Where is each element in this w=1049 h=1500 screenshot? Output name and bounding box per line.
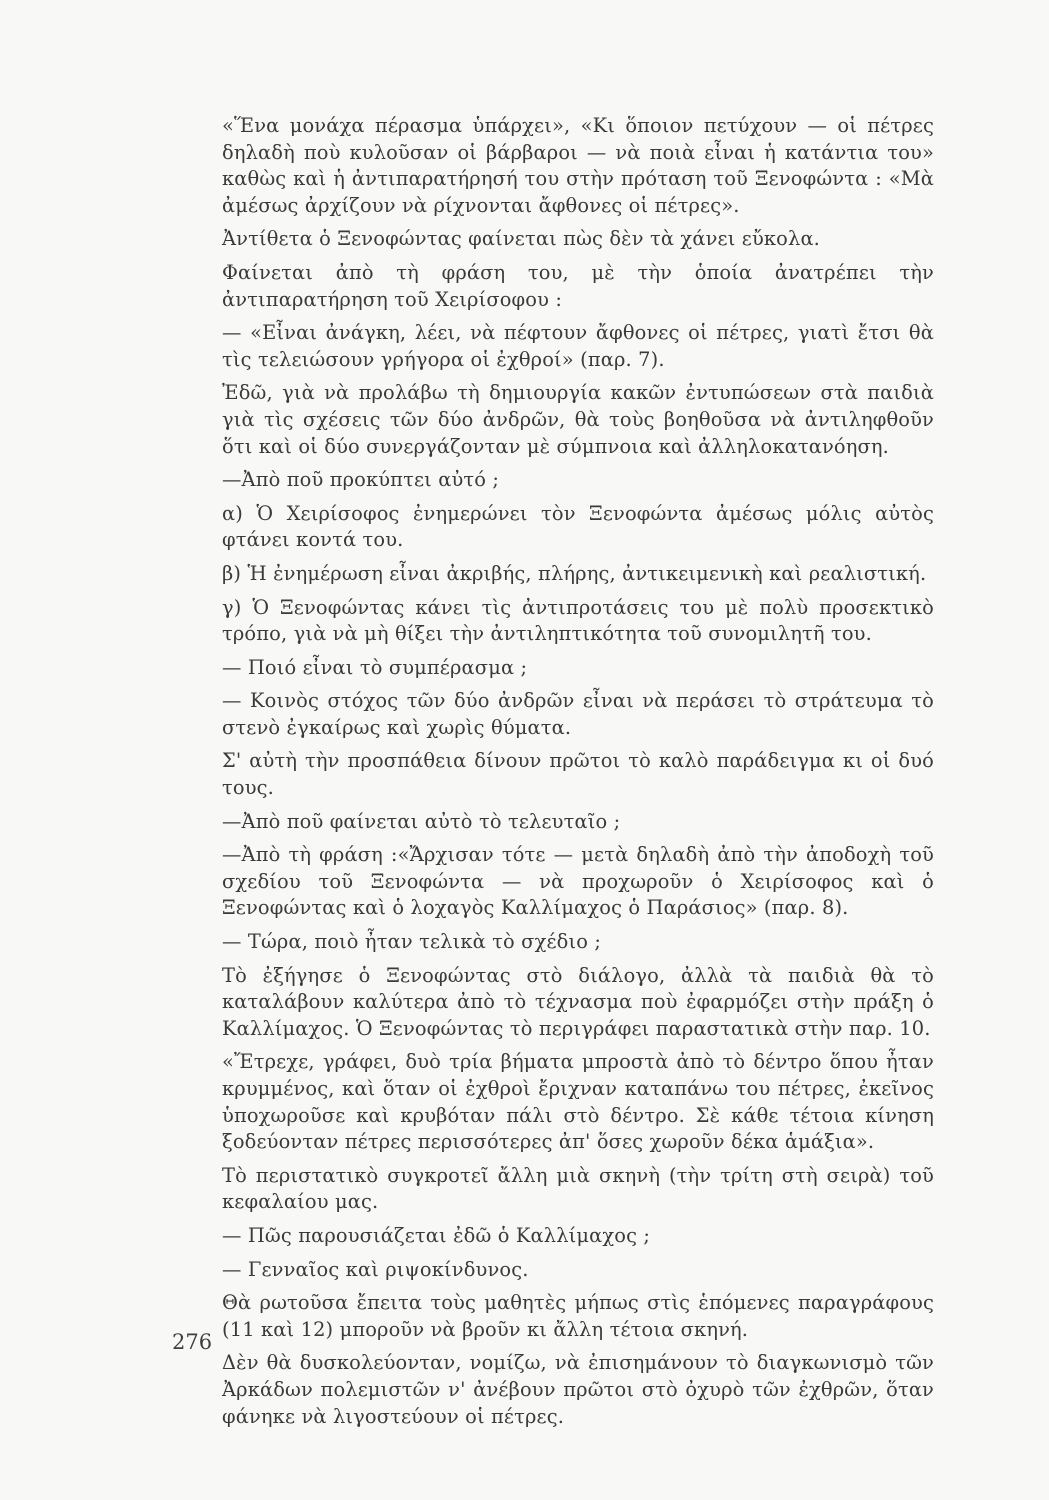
paragraph: — «Εἶναι ἀνάγκη, λέει, νὰ πέφτουν ἄφθονες οἱ πέτρες, γιατὶ ἔτσι θὰ τὶς τελειώσουν γρήγορα οἱ ἐχθροί» (παρ. 7). — [222, 321, 934, 371]
paragraph: Ἀντίθετα ὁ Ξενοφώντας φαίνεται πὼς δὲν τὰ χάνει εὔκολα. — [222, 227, 820, 251]
paragraph: — Γενναῖος καὶ ριψοκίνδυνος. — [222, 1257, 529, 1281]
paragraph: Φαίνεται ἀπὸ τὴ φράση του, μὲ τὴν ὁποία ἀνατρέπει τὴν ἀντιπαρατήρηση τοῦ Χειρίσοφου : — [222, 260, 934, 311]
paragraph: «Ἕνα μονάχα πέρασμα ὑπάρχει», «Κι ὅποιον πετύχουν — οἱ πέτρες δηλαδὴ ποὺ κυλοῦσαν οἱ βάρβαροι — νὰ ποιὰ εἶναι ἡ κατάντια του» καθὼς καὶ ἡ ἀντιπαρατήρησή του στὴν πρόταση τοῦ Ξενοφώντα : «Μὰ ἀμέσως ἀρχίζουν νὰ ρίχνονται ἄφθονες οἱ πέτρες». — [222, 114, 934, 217]
paragraph: Θὰ ρωτοῦσα ἔπειτα τοὺς μαθητὲς μήπως στὶς ἑπόμενες παραγράφους (11 καὶ 12) μποροῦν νὰ βροῦν κι ἄλλη τέτοια σκηνή. — [222, 1291, 934, 1341]
paragraph: Τὸ ἐξήγησε ὁ Ξενοφώντας στὸ διάλογο, ἀλλὰ τὰ παιδιὰ θὰ τὸ καταλάβουν καλύτερα ἀπὸ τὸ τέχνασμα ποὺ ἐφαρμόζει στὴν πράξη ὁ Καλλίμαχος. Ὁ Ξενοφώντας τὸ περιγράφει παραστατικὰ στὴν παρ. 10. — [222, 963, 934, 1040]
paragraph: — Ποιό εἶναι τὸ συμπέρασμα ; — [222, 655, 528, 679]
paragraph: «Ἔτρεχε, γράφει, δυὸ τρία βήματα μπροστὰ ἀπὸ τὸ δέντρο ὅπου ἦταν κρυμμένος, καὶ ὅταν οἱ ἐχθροὶ ἔριχναν καταπάνω του πέτρες, ἐκεῖνος ὑποχωροῦσε καὶ κρυβόταν πάλι στὸ δέντρο. Σὲ κάθε τέτοια κίνηση ξοδεύονταν πέτρες περισσότερες ἀπ' ὅσες χωροῦν δέκα ἁμάξια». — [222, 1050, 934, 1154]
paragraph: —Ἀπὸ τὴ φράση :«Ἄρχισαν τότε — μετὰ δηλαδὴ ἀπὸ τὴν ἀποδοχὴ τοῦ σχεδίου τοῦ Ξενοφώντα — νὰ προχωροῦν ὁ Χειρίσοφος καὶ ὁ Ξενοφώντας καὶ ὁ λοχαγὸς Καλλίμαχος ὁ Παράσιος» (παρ. 8). — [222, 843, 934, 920]
paragraph: Σ' αὐτὴ τὴν προσπάθεια δίνουν πρῶτοι τὸ καλὸ παράδειγμα κι οἱ δυό τους. — [222, 749, 934, 800]
paragraph: Δὲν θὰ δυσκολεύονταν, νομίζω, νὰ ἐπισημάνουν τὸ διαγκωνισμὸ τῶν Ἀρκάδων πολεμιστῶν ν' ἀνέβουν πρῶτοι στὸ ὀχυρὸ τῶν ἐχθρῶν, ὅταν φάνηκε νὰ λιγοστεύουν οἱ πέτρες. — [222, 1351, 934, 1428]
paragraph: Τὸ περιστατικὸ συγκροτεῖ ἄλλη μιὰ σκηνὴ (τὴν τρίτη στὴ σειρὰ) τοῦ κεφαλαίου μας. — [222, 1163, 934, 1214]
page-number: 276 — [172, 1330, 213, 1354]
paragraph: —Ἀπὸ ποῦ φαίνεται αὐτὸ τὸ τελευταῖο ; — [222, 809, 621, 833]
paragraph: α) Ὁ Χειρίσοφος ἐνημερώνει τὸν Ξενοφώντα ἀμέσως μόλις αὐτὸς φτάνει κοντά του. — [222, 501, 934, 552]
body-text — [222, 113, 934, 1437]
paragraph: Ἐδῶ, γιὰ νὰ προλάβω τὴ δημιουργία κακῶν ἐντυπώσεων στὰ παιδιὰ γιὰ τὶς σχέσεις τῶν δύο ἀνδρῶν, θὰ τοὺς βοηθοῦσα νὰ ἀντιληφθοῦν ὅτι καὶ οἱ δύο συνεργάζονταν μὲ σύμπνοια καὶ ἀλληλοκατανόηση. — [222, 381, 934, 458]
paragraph: β) Ἡ ἐνημέρωση εἶναι ἀκριβής, πλήρης, ἀντικειμενικὴ καὶ ρεαλιστική. — [222, 561, 927, 585]
paragraph: γ) Ὁ Ξενοφώντας κάνει τὶς ἀντιπροτάσεις του μὲ πολὺ προσεκτικὸ τρόπο, γιὰ νὰ μὴ θίξει τὴν ἀντιληπτικότητα τοῦ συνομιλητῆ του. — [222, 595, 934, 646]
paragraph: — Πῶς παρουσιάζεται ἐδῶ ὁ Καλλίμαχος ; — [222, 1223, 651, 1247]
paragraph: — Τώρα, ποιὸ ἦταν τελικὰ τὸ σχέδιο ; — [222, 930, 602, 954]
paragraph: — Κοινὸς στόχος τῶν δύο ἀνδρῶν εἶναι νὰ περάσει τὸ στράτευμα τὸ στενὸ ἐγκαίρως καὶ χωρὶς θύματα. — [222, 689, 934, 739]
paragraph: —Ἀπὸ ποῦ προκύπτει αὐτό ; — [222, 468, 500, 492]
